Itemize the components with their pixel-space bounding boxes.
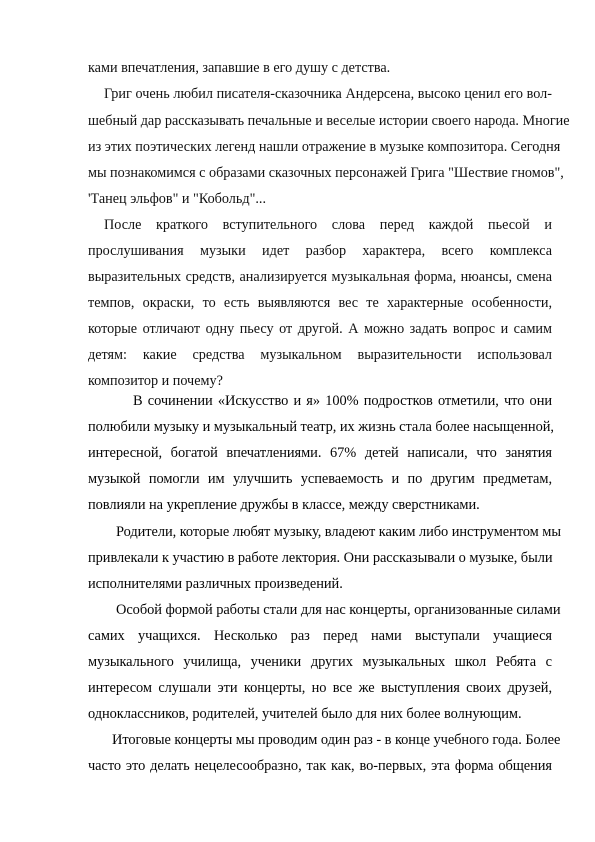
paragraph-7-line-1: Итоговые концерты мы проводим один раз - в конце учебного года. Более (112, 732, 561, 748)
paragraph-6-line-4: интересом слушали эти концерты, но все же выступления своих друзей, (88, 680, 552, 696)
paragraph-2-line-4: мы познакомимся с образами сказочных персонажей Грига "Шествие гномов", (88, 165, 564, 181)
paragraph-2-line-1: Григ очень любил писателя-сказочника Андерсена, высоко ценил его вол- (104, 86, 552, 102)
paragraph-6-line-3: музыкального училища, ученики других музыкальных школ Ребята с (88, 654, 552, 670)
paragraph-3-line-7: композитор и почему? (88, 373, 223, 389)
paragraph-5-line-2: привлекали к участию в работе лектория. Они рассказывали о музыке, были (88, 550, 553, 566)
paragraph-3-line-1: После краткого вступительного слова перед каждой пьесой и (104, 217, 552, 233)
paragraph-4-line-2: полюбили музыку и музыкальный театр, их жизнь стала более насыщенной, (88, 419, 554, 435)
paragraph-1-line-1: ками впечатления, запавшие в его душу с детства. (88, 60, 391, 76)
paragraph-2-line-2: шебный дар рассказывать печальные и веселые истории своего народа. Многие (88, 113, 570, 129)
paragraph-3-line-5: которые отличают одну пьесу от другой. А можно задать вопрос и самим (88, 321, 552, 337)
paragraph-7-line-2: часто это делать нецелесообразно, так как, во-первых, эта форма общения (88, 758, 552, 774)
paragraph-3-line-4: темпов, окраски, то есть выявляются вес те характерные особенности, (88, 295, 552, 311)
paragraph-3-line-6: детям: какие средства музыкальном выразительности использовал (88, 347, 552, 363)
paragraph-3-line-3: выразительных средств, анализируется музыкальная форма, нюансы, смена (88, 269, 552, 285)
paragraph-4-line-4: музыкой помогли им улучшить успеваемость и по другим предметам, (88, 471, 552, 487)
paragraph-6-line-5: одноклассников, родителей, учителей было для них более волнующим. (88, 706, 522, 722)
paragraph-4-line-3: интересной, богатой впечатлениями. 67% детей написали, что занятия (88, 445, 552, 461)
paragraph-4-line-1: В сочинении «Искусство и я» 100% подростков отметили, что они (133, 393, 552, 409)
paragraph-6-line-1: Особой формой работы стали для нас концерты, организованные силами (116, 602, 561, 618)
paragraph-2-line-3: из этих поэтических легенд нашли отражение в музыке композитора. Сегодня (88, 139, 561, 155)
paragraph-2-line-5: 'Танец эльфов" и "Кобольд"... (88, 191, 267, 207)
paragraph-5-line-3: исполнителями различных произведений. (88, 576, 343, 592)
paragraph-6-line-2: самих учащихся. Несколько раз перед нами выступали учащиеся (88, 628, 552, 644)
paragraph-4-line-5: повлияли на укрепление дружбы в классе, между сверстниками. (88, 497, 480, 513)
paragraph-3-line-2: прослушивания музыки идет разбор характера, всего комплекса (88, 243, 552, 259)
paragraph-5-line-1: Родители, которые любят музыку, владеют каким либо инструментом мы (116, 524, 561, 540)
